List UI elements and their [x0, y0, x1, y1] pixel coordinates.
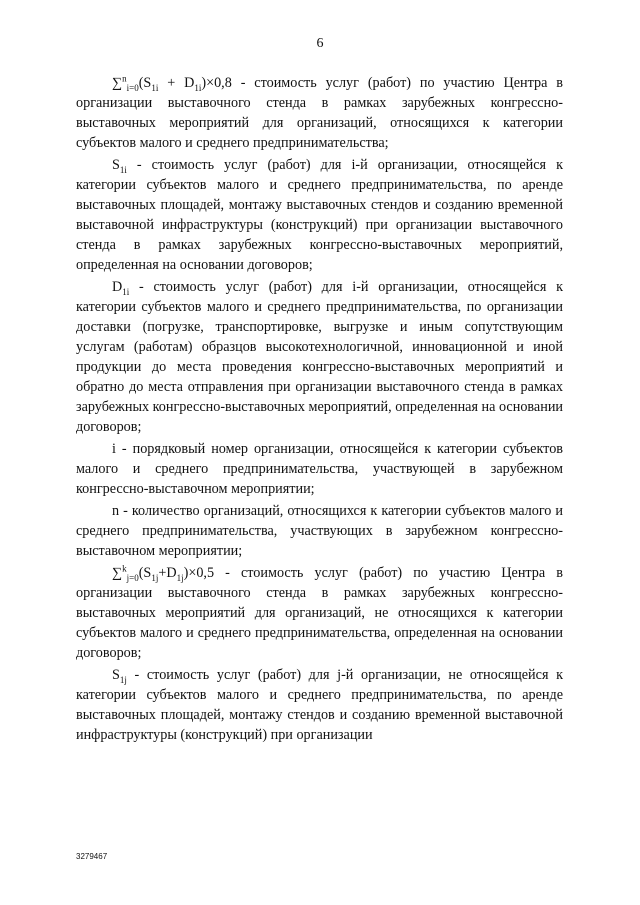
paragraph-text: - количество организаций, относящихся к категории субъектов малого и среднего предпринимательства, участвующих в зарубежном конгрессно-выставочном мероприятии; — [76, 503, 563, 559]
document-id: 3279467 — [76, 852, 108, 861]
formula-s1j: $S_{1j}$ — [112, 667, 127, 685]
page-number: 6 — [316, 36, 324, 51]
paragraph-text: - стоимость услуг (работ) по участию Центра в организации выставочного стенда в рамках зарубежных конгрессно-выставочных мероприятий для организаций, не относящихся к категории субъектов малого и среднего предпринимательства, определенная на основании договоров; — [76, 565, 563, 661]
paragraph-text: - стоимость услуг (работ) для i-й организации, относящейся к категории субъектов малого и среднего предпринимательства, по организации доставки (погрузке, транспортировке, выгрузке и иным сопутствующим услугам (работам) образцов высокотехнологичной, инновационной и иной продукции до места проведения конгрессно-выставочных мероприятий и обратно до места отправления при организации выставочного стенда в рамках зарубежных конгрессно-выставочных мероприятий, определенная на основании договоров; — [76, 279, 564, 435]
paragraph-total-smb-cost — [76, 73, 563, 153]
paragraph-text: - стоимость услуг (работ) по участию Центра в организации выставочного стенда в рамках зарубежных конгрессно-выставочных мероприятий для организаций, относящихся к категории субъектов малого и среднего предпринимательства; — [76, 75, 563, 151]
paragraph-s1i — [76, 155, 563, 275]
formula-sum-non-smb: $\sum^k_{j=0}(S_{1j}+D_{1j})\times 0,5$ — [112, 563, 215, 583]
paragraph-text: - стоимость услуг (работ) для j-й организации, не относящейся к категории субъектов малого и среднего предпринимательства, по аренде выставочных площадей, монтажу стендов и созданию временной выставочной инфраструктуры (конструкций) при организации — [76, 667, 563, 743]
paragraph-total-non-smb-cost — [76, 563, 563, 663]
formula-s1i: $S_{1i}$ — [112, 157, 127, 175]
paragraph-s1j — [76, 665, 563, 745]
formula-sum-smb: $\sum^n_{i=0}(S_{1i} + D_{1i})\times 0,8$ — [112, 73, 232, 93]
formula-n: n — [112, 503, 120, 519]
paragraph-text: - стоимость услуг (работ) для i-й организации, относящейся к категории субъектов малого и среднего предпринимательства, по аренде выставочных площадей, монтажу выставочных стендов и созданию временной выставочной инфраструктуры (конструкций) при организации выставочного стенда в рамках зарубежных конгрессно-выставочных мероприятий, определенная на основании договоров; — [76, 157, 563, 273]
document-body — [76, 73, 563, 747]
paragraph-i — [76, 439, 563, 499]
formula-i: i — [112, 441, 116, 457]
paragraph-n — [76, 501, 563, 561]
paragraph-d1i — [76, 277, 563, 437]
formula-d1i: $D_{1i}$ — [112, 279, 130, 297]
paragraph-text: - порядковый номер организации, относящейся к категории субъектов малого и среднего предпринимательства, участвующей в зарубежном конгрессно-выставочном мероприятии; — [76, 441, 563, 497]
